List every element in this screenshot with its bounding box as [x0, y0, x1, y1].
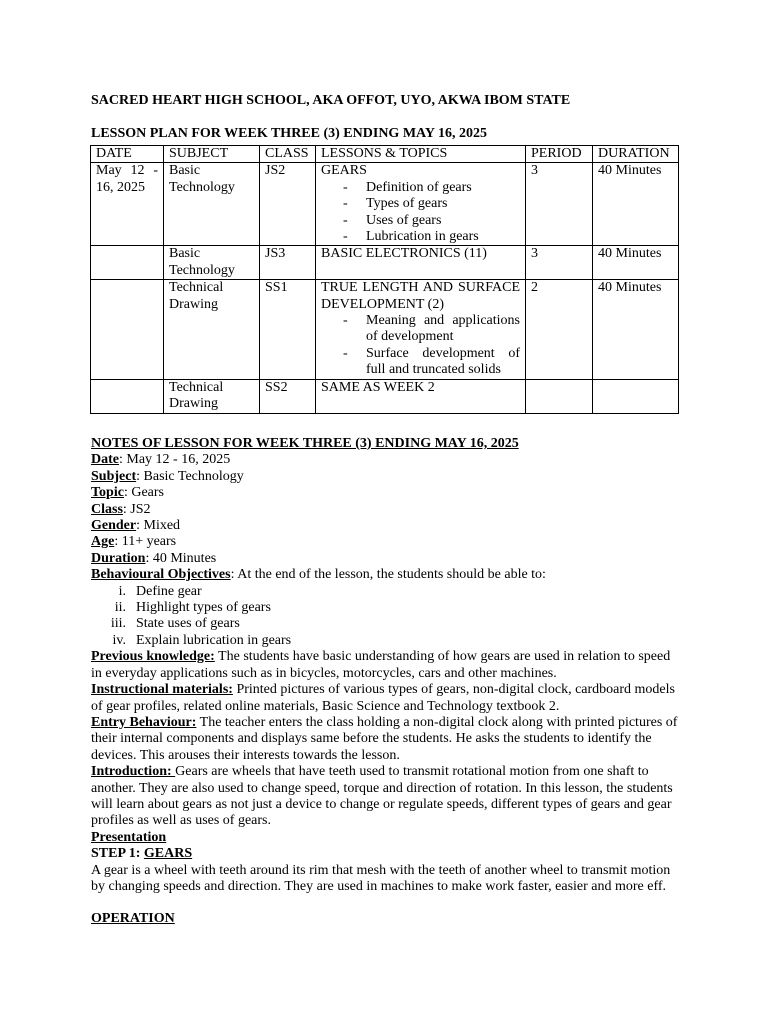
topic-cell: [316, 163, 526, 246]
subtopic-item: - Uses of gears: [321, 213, 520, 229]
objective-number: iv.: [112, 632, 126, 648]
field-value: : 11+ years: [114, 534, 177, 550]
field-age: [91, 534, 681, 550]
field-class: [91, 502, 681, 518]
entry-behaviour-text: The teacher enters the class holding a non-digital clock along with printed pictures of their internal components and displays same before the students. He asks the students to identify the devices. This arouses their interests towards the lesson.: [91, 714, 678, 763]
period-cell: 2: [526, 280, 593, 379]
topic-cell: [316, 280, 526, 379]
presentation-heading: Presentation: [91, 829, 167, 845]
objectives-list: [91, 584, 681, 650]
step-1-title: GEARS: [143, 846, 193, 862]
step-1-text: A gear is a wheel with teeth around its rim that mesh with the teeth of another wheel to transmit motion by changing speeds and direction. They are used in machines to make work faster, easier and more eff.: [91, 862, 671, 894]
field-label: Duration: [91, 550, 146, 566]
table-row: [91, 246, 679, 280]
date-cell: [91, 280, 164, 379]
subtopic-item: - Definition of gears: [321, 180, 520, 196]
instructional-materials: [91, 682, 681, 715]
topic-cell: BASIC ELECTRONICS (11): [316, 246, 526, 280]
notes-title: NOTES OF LESSON FOR WEEK THREE (3) ENDING MAY 16, 2025: [91, 436, 519, 451]
field-value: : Basic Technology: [136, 468, 244, 484]
class-cell: JS2: [260, 163, 316, 246]
objective-text: Define gear: [136, 583, 202, 599]
duration-cell: 40 Minutes: [593, 246, 679, 280]
subject-cell: Technical Drawing: [164, 280, 260, 379]
field-duration: [91, 551, 681, 567]
field-label: Class: [91, 501, 123, 517]
column-header-subject: SUBJECT: [164, 146, 260, 163]
entry-behaviour: [91, 715, 681, 764]
field-value: : Gears: [123, 485, 164, 501]
objective-text: State uses of gears: [136, 616, 240, 632]
column-header-duration: DURATION: [593, 146, 679, 163]
lesson-notes: [91, 436, 681, 928]
column-header-topics: LESSONS & TOPICS: [316, 146, 526, 163]
subtopic-item: - Types of gears: [321, 196, 520, 212]
field-topic: [91, 485, 681, 501]
field-value: : 40 Minutes: [145, 550, 217, 566]
objective-number: iii.: [110, 616, 126, 632]
date-cell: May 12 - 16, 2025: [91, 163, 164, 246]
paragraph-spacer: [91, 895, 681, 911]
subject-cell: Technical Drawing: [164, 379, 260, 413]
class-cell: SS2: [260, 379, 316, 413]
field-label: Topic: [91, 485, 124, 501]
objectives-intro: : At the end of the lesson, the students should be able to:: [230, 567, 546, 583]
step-1-prefix: STEP 1:: [91, 846, 144, 862]
subject-cell: Basic Technology: [164, 246, 260, 280]
column-header-period: PERIOD: [526, 146, 593, 163]
field-value: : JS2: [122, 501, 151, 517]
previous-knowledge: [91, 649, 681, 682]
operation-heading: OPERATION: [91, 911, 175, 927]
lesson-plan-table: [90, 145, 679, 414]
instructional-materials-text: Printed pictures of various types of gears, non-digital clock, cardboard models of gear profiles, related online materials, Basic Science and Technology textbook 2.: [91, 682, 675, 714]
subtopic-item: - Lubrication in gears: [321, 229, 520, 245]
table-header-row: [91, 146, 679, 163]
topic-title: TRUE LENGTH AND SURFACE DEVELOPMENT (2): [321, 280, 520, 312]
period-cell: [526, 379, 593, 413]
subtopic-item: - Surface development of full and truncated solids: [321, 346, 520, 379]
table-row: [91, 163, 679, 246]
class-cell: SS1: [260, 280, 316, 379]
field-gender: [91, 518, 681, 534]
topic-title: GEARS: [321, 163, 367, 179]
subtopic-list: [321, 313, 520, 379]
table-row: [91, 379, 679, 413]
previous-knowledge-label: Previous knowledge:: [91, 649, 215, 665]
objective-item: [91, 616, 681, 632]
previous-knowledge-text: The students have basic understanding of how gears are used in relation to speed in everyday applications such as in bicycles, motorcycles, cars and other machines.: [91, 649, 671, 681]
step-1-heading: [91, 846, 681, 862]
school-name: SACRED HEART HIGH SCHOOL, AKA OFFOT, UYO, AKWA IBOM STATE: [91, 93, 571, 108]
field-date: [91, 452, 681, 468]
objective-item: [91, 633, 681, 649]
objective-number: i.: [118, 583, 126, 599]
duration-cell: 40 Minutes: [593, 280, 679, 379]
column-header-class: CLASS: [260, 146, 316, 163]
column-header-date: DATE: [91, 146, 164, 163]
introduction-label: Introduction:: [91, 764, 176, 780]
subtopic-list: [321, 180, 520, 246]
date-cell: [91, 246, 164, 280]
class-cell: JS3: [260, 246, 316, 280]
duration-cell: 40 Minutes: [593, 163, 679, 246]
field-subject: [91, 469, 681, 485]
period-cell: 3: [526, 163, 593, 246]
subtopic-item: - Meaning and applications of development: [321, 313, 520, 346]
objective-text: Explain lubrication in gears: [136, 632, 292, 648]
date-cell: [91, 379, 164, 413]
objective-text: Highlight types of gears: [136, 600, 271, 616]
lesson-plan-title: LESSON PLAN FOR WEEK THREE (3) ENDING MAY 16, 2025: [91, 126, 487, 141]
field-label: Gender: [91, 518, 137, 534]
objective-item: [91, 584, 681, 600]
objective-number: ii.: [114, 600, 126, 616]
field-value: : Mixed: [136, 518, 181, 534]
behavioural-objectives: [91, 567, 681, 583]
duration-cell: [593, 379, 679, 413]
field-label: Subject: [91, 468, 137, 484]
field-label: Age: [91, 534, 115, 550]
objective-item: [91, 600, 681, 616]
objectives-label: Behavioural Objectives: [91, 567, 231, 583]
introduction-text: Gears are wheels that have teeth used to transmit rotational motion from one shaft to another. They are also used to change speed, torque and direction of rotation. In this lesson, the students will learn about gears as not just a device to change or regulate speeds, different types of gears and gear profiles as well as uses of gears.: [91, 764, 673, 829]
entry-behaviour-label: Entry Behaviour:: [91, 714, 197, 730]
field-value: : May 12 - 16, 2025: [119, 452, 231, 468]
introduction: [91, 764, 681, 830]
instructional-materials-label: Instructional materials:: [91, 682, 233, 698]
field-label: Date: [91, 452, 119, 468]
subject-cell: Basic Technology: [164, 163, 260, 246]
period-cell: 3: [526, 246, 593, 280]
topic-cell: SAME AS WEEK 2: [316, 379, 526, 413]
table-row: [91, 280, 679, 379]
